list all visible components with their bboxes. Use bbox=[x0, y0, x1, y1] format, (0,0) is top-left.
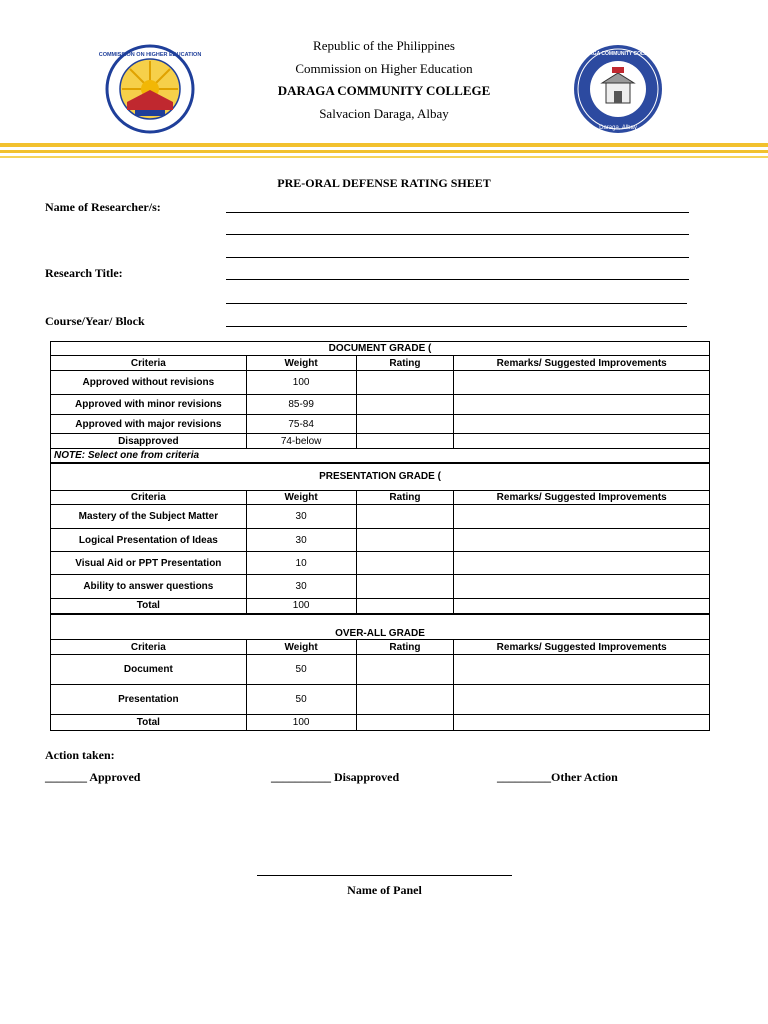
action-taken-label: Action taken: bbox=[45, 748, 115, 762]
rating-cell[interactable] bbox=[356, 505, 454, 529]
remarks-cell[interactable] bbox=[454, 575, 710, 599]
table-row bbox=[51, 575, 710, 599]
weight-cell: 75-84 bbox=[246, 415, 356, 434]
overall-grade-heading-row bbox=[51, 614, 710, 640]
document-grade-heading: DOCUMENT GRADE ( bbox=[51, 342, 710, 356]
column-remarks: Remarks/ Suggested Improvements bbox=[454, 356, 710, 371]
column-rating: Rating bbox=[356, 356, 454, 371]
table-row bbox=[51, 505, 710, 529]
column-remarks: Remarks/ Suggested Improvements bbox=[454, 491, 710, 505]
header-stripe-1 bbox=[0, 143, 768, 147]
weight-cell: 10 bbox=[246, 552, 356, 575]
action-other[interactable]: _________Other Action bbox=[497, 770, 618, 784]
dcc-logo-text: DARAGA COMMUNITY COLLEGE bbox=[578, 51, 658, 57]
column-criteria: Criteria bbox=[51, 640, 247, 655]
overall-grade-heading: OVER-ALL GRADE bbox=[51, 614, 710, 640]
criteria-cell: Presentation bbox=[51, 685, 247, 715]
table-row bbox=[51, 371, 710, 395]
presentation-columns-row bbox=[51, 491, 710, 505]
header-address: Salvacion Daraga, Albay bbox=[319, 106, 449, 121]
researcher-line-2[interactable] bbox=[226, 234, 689, 235]
table-row bbox=[51, 434, 710, 449]
header-commission: Commission on Higher Education bbox=[295, 61, 473, 76]
table-row bbox=[51, 655, 710, 685]
rating-cell[interactable] bbox=[356, 434, 454, 449]
weight-cell: 50 bbox=[246, 655, 356, 685]
presentation-grade-heading-row bbox=[51, 463, 710, 491]
weight-cell: 30 bbox=[246, 529, 356, 552]
criteria-cell: Approved with major revisions bbox=[51, 415, 247, 434]
header-stripe-3 bbox=[0, 156, 768, 158]
remarks-cell[interactable] bbox=[454, 552, 710, 575]
criteria-cell: Mastery of the Subject Matter bbox=[51, 505, 247, 529]
rating-cell[interactable] bbox=[356, 685, 454, 715]
rating-table bbox=[50, 341, 710, 731]
document-grade-heading-row bbox=[51, 342, 710, 356]
weight-cell: 50 bbox=[246, 685, 356, 715]
research-title-label: Research Title: bbox=[45, 266, 123, 280]
criteria-cell: Ability to answer questions bbox=[51, 575, 247, 599]
rating-cell[interactable] bbox=[356, 371, 454, 395]
weight-cell: 30 bbox=[246, 505, 356, 529]
remarks-cell[interactable] bbox=[454, 395, 710, 415]
rating-cell[interactable] bbox=[356, 655, 454, 685]
course-line[interactable] bbox=[226, 326, 687, 327]
weight-cell: 30 bbox=[246, 575, 356, 599]
criteria-cell: Disapproved bbox=[51, 434, 247, 449]
course-label: Course/Year/ Block bbox=[45, 314, 145, 328]
rating-cell[interactable] bbox=[356, 529, 454, 552]
weight-cell: 74-below bbox=[246, 434, 356, 449]
header-republic: Republic of the Philippines bbox=[313, 38, 455, 53]
header-school: DARAGA COMMUNITY COLLEGE bbox=[277, 83, 491, 98]
research-title-line-1[interactable] bbox=[226, 279, 689, 280]
remarks-cell[interactable] bbox=[454, 715, 710, 731]
total-label: Total bbox=[51, 599, 247, 614]
panel-label: Name of Panel bbox=[347, 883, 422, 897]
criteria-cell: Logical Presentation of Ideas bbox=[51, 529, 247, 552]
remarks-cell[interactable] bbox=[454, 434, 710, 449]
rating-cell[interactable] bbox=[356, 575, 454, 599]
table-row bbox=[51, 685, 710, 715]
research-title-line-2[interactable] bbox=[226, 303, 687, 304]
researcher-line-1[interactable] bbox=[226, 212, 689, 213]
total-label: Total bbox=[51, 715, 247, 731]
researcher-line-3[interactable] bbox=[226, 257, 689, 258]
table-row bbox=[51, 552, 710, 575]
researcher-label: Name of Researcher/s: bbox=[45, 200, 161, 214]
table-row bbox=[51, 415, 710, 434]
column-rating: Rating bbox=[356, 640, 454, 655]
ched-logo-text: COMMISSION ON HIGHER EDUCATION bbox=[98, 52, 202, 58]
weight-cell: 85-99 bbox=[246, 395, 356, 415]
table-row bbox=[51, 529, 710, 552]
table-row bbox=[51, 395, 710, 415]
rating-cell[interactable] bbox=[356, 395, 454, 415]
column-weight: Weight bbox=[246, 356, 356, 371]
rating-cell[interactable] bbox=[356, 552, 454, 575]
remarks-cell[interactable] bbox=[454, 599, 710, 614]
note-row bbox=[51, 449, 710, 463]
column-criteria: Criteria bbox=[51, 491, 247, 505]
weight-cell: 100 bbox=[246, 371, 356, 395]
remarks-cell[interactable] bbox=[454, 505, 710, 529]
sheet-title: PRE-ORAL DEFENSE RATING SHEET bbox=[277, 176, 491, 190]
dcc-logo-sub: Daraga, Albay bbox=[599, 125, 637, 131]
criteria-cell: Document bbox=[51, 655, 247, 685]
rating-cell[interactable] bbox=[356, 415, 454, 434]
document-note: NOTE: Select one from criteria bbox=[51, 449, 710, 463]
total-weight: 100 bbox=[246, 599, 356, 614]
remarks-cell[interactable] bbox=[454, 685, 710, 715]
presentation-total-row bbox=[51, 599, 710, 614]
remarks-cell[interactable] bbox=[454, 529, 710, 552]
remarks-cell[interactable] bbox=[454, 655, 710, 685]
criteria-cell: Approved with minor revisions bbox=[51, 395, 247, 415]
criteria-cell: Visual Aid or PPT Presentation bbox=[51, 552, 247, 575]
action-disapproved[interactable]: __________ Disapproved bbox=[271, 770, 400, 784]
remarks-cell[interactable] bbox=[454, 415, 710, 434]
overall-columns-row bbox=[51, 640, 710, 655]
remarks-cell[interactable] bbox=[454, 371, 710, 395]
action-approved[interactable]: _______ Approved bbox=[45, 770, 141, 784]
rating-cell[interactable] bbox=[356, 599, 454, 614]
rating-cell[interactable] bbox=[356, 715, 454, 731]
column-weight: Weight bbox=[246, 640, 356, 655]
column-criteria: Criteria bbox=[51, 356, 247, 371]
column-rating: Rating bbox=[356, 491, 454, 505]
header-stripe-2 bbox=[0, 150, 768, 153]
total-weight: 100 bbox=[246, 715, 356, 731]
document-columns-row bbox=[51, 356, 710, 371]
presentation-grade-heading: PRESENTATION GRADE ( bbox=[51, 463, 710, 491]
column-remarks: Remarks/ Suggested Improvements bbox=[454, 640, 710, 655]
criteria-cell: Approved without revisions bbox=[51, 371, 247, 395]
column-weight: Weight bbox=[246, 491, 356, 505]
overall-total-row bbox=[51, 715, 710, 731]
panel-signature-line[interactable] bbox=[257, 875, 512, 876]
